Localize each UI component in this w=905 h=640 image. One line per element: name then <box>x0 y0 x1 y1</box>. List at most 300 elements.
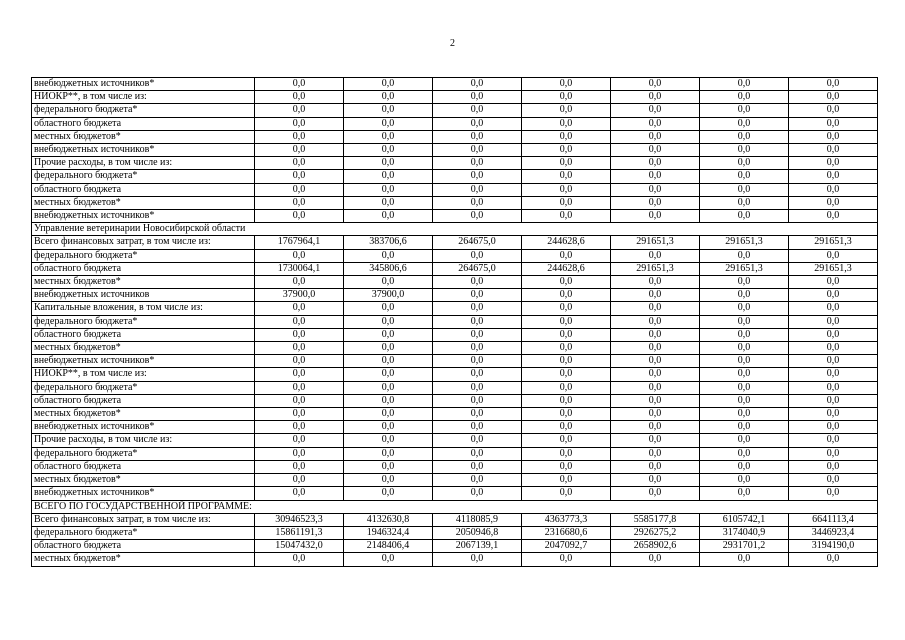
value-cell: 0,0 <box>789 434 878 447</box>
row-label: федерального бюджета* <box>32 170 255 183</box>
value-cell: 4363773,3 <box>522 513 611 526</box>
value-cell: 0,0 <box>611 302 700 315</box>
row-label: федерального бюджета* <box>32 447 255 460</box>
value-cell: 5585177,8 <box>611 513 700 526</box>
value-cell: 0,0 <box>255 130 344 143</box>
row-label: местных бюджетов* <box>32 342 255 355</box>
value-cell: 0,0 <box>433 447 522 460</box>
value-cell: 0,0 <box>611 249 700 262</box>
value-cell: 0,0 <box>700 434 789 447</box>
value-cell: 291651,3 <box>611 262 700 275</box>
value-cell: 0,0 <box>255 157 344 170</box>
value-cell: 0,0 <box>700 302 789 315</box>
table-row <box>32 487 878 500</box>
value-cell: 0,0 <box>255 342 344 355</box>
value-cell: 0,0 <box>700 144 789 157</box>
value-cell: 345806,6 <box>344 262 433 275</box>
table-row <box>32 408 878 421</box>
value-cell: 0,0 <box>433 368 522 381</box>
row-label: Прочие расходы, в том числе из: <box>32 157 255 170</box>
value-cell: 0,0 <box>255 315 344 328</box>
value-cell: 6105742,1 <box>700 513 789 526</box>
section-row <box>32 223 878 236</box>
value-cell: 0,0 <box>255 276 344 289</box>
value-cell: 0,0 <box>789 368 878 381</box>
value-cell: 0,0 <box>522 447 611 460</box>
value-cell: 0,0 <box>522 421 611 434</box>
row-label: внебюджетных источников* <box>32 210 255 223</box>
value-cell: 0,0 <box>255 249 344 262</box>
value-cell: 0,0 <box>522 381 611 394</box>
row-label: Всего финансовых затрат, в том числе из: <box>32 513 255 526</box>
table-row <box>32 104 878 117</box>
value-cell: 0,0 <box>611 342 700 355</box>
value-cell: 3194190,0 <box>789 540 878 553</box>
value-cell: 37900,0 <box>344 289 433 302</box>
row-label: Прочие расходы, в том числе из: <box>32 434 255 447</box>
value-cell: 0,0 <box>433 342 522 355</box>
value-cell: 0,0 <box>255 487 344 500</box>
value-cell: 0,0 <box>700 474 789 487</box>
row-label: внебюджетных источников* <box>32 78 255 91</box>
value-cell: 0,0 <box>700 183 789 196</box>
value-cell: 0,0 <box>344 91 433 104</box>
value-cell: 0,0 <box>700 408 789 421</box>
row-label: федерального бюджета* <box>32 104 255 117</box>
value-cell: 0,0 <box>344 130 433 143</box>
financing-table-body <box>32 78 878 567</box>
value-cell: 0,0 <box>255 421 344 434</box>
value-cell: 0,0 <box>433 104 522 117</box>
value-cell: 0,0 <box>255 394 344 407</box>
value-cell: 1946324,4 <box>344 526 433 539</box>
value-cell: 0,0 <box>611 196 700 209</box>
value-cell: 0,0 <box>255 328 344 341</box>
value-cell: 0,0 <box>700 355 789 368</box>
value-cell: 0,0 <box>344 78 433 91</box>
value-cell: 0,0 <box>255 368 344 381</box>
value-cell: 0,0 <box>700 170 789 183</box>
row-label: местных бюджетов* <box>32 474 255 487</box>
row-label: Всего финансовых затрат, в том числе из: <box>32 236 255 249</box>
value-cell: 0,0 <box>611 210 700 223</box>
table-row <box>32 236 878 249</box>
value-cell: 0,0 <box>522 91 611 104</box>
value-cell: 0,0 <box>433 421 522 434</box>
value-cell: 0,0 <box>522 117 611 130</box>
value-cell: 0,0 <box>611 144 700 157</box>
value-cell: 0,0 <box>789 302 878 315</box>
value-cell: 0,0 <box>522 289 611 302</box>
value-cell: 0,0 <box>522 210 611 223</box>
value-cell: 2931701,2 <box>700 540 789 553</box>
value-cell: 0,0 <box>255 210 344 223</box>
table-row <box>32 421 878 434</box>
value-cell: 0,0 <box>255 474 344 487</box>
value-cell: 0,0 <box>522 130 611 143</box>
table-row <box>32 262 878 275</box>
row-label: НИОКР**, в том числе из: <box>32 91 255 104</box>
value-cell: 0,0 <box>344 434 433 447</box>
value-cell: 291651,3 <box>789 262 878 275</box>
value-cell: 0,0 <box>789 394 878 407</box>
table-row <box>32 540 878 553</box>
table-row <box>32 381 878 394</box>
value-cell: 0,0 <box>344 447 433 460</box>
value-cell: 2926275,2 <box>611 526 700 539</box>
value-cell: 0,0 <box>700 91 789 104</box>
value-cell: 0,0 <box>255 91 344 104</box>
value-cell: 0,0 <box>522 196 611 209</box>
value-cell: 0,0 <box>433 381 522 394</box>
value-cell: 0,0 <box>433 130 522 143</box>
value-cell: 0,0 <box>700 78 789 91</box>
value-cell: 264675,0 <box>433 262 522 275</box>
value-cell: 0,0 <box>522 394 611 407</box>
value-cell: 0,0 <box>700 394 789 407</box>
value-cell: 1767964,1 <box>255 236 344 249</box>
value-cell: 0,0 <box>700 328 789 341</box>
value-cell: 30946523,3 <box>255 513 344 526</box>
table-row <box>32 368 878 381</box>
value-cell: 0,0 <box>255 447 344 460</box>
value-cell: 0,0 <box>255 78 344 91</box>
value-cell: 0,0 <box>522 78 611 91</box>
value-cell: 0,0 <box>522 368 611 381</box>
table-row <box>32 144 878 157</box>
value-cell: 0,0 <box>789 408 878 421</box>
row-label: федерального бюджета* <box>32 526 255 539</box>
value-cell: 0,0 <box>789 117 878 130</box>
value-cell: 0,0 <box>700 157 789 170</box>
value-cell: 0,0 <box>611 183 700 196</box>
value-cell: 0,0 <box>611 394 700 407</box>
value-cell: 0,0 <box>700 421 789 434</box>
value-cell: 0,0 <box>344 302 433 315</box>
row-label: местных бюджетов* <box>32 408 255 421</box>
row-label: местных бюджетов* <box>32 276 255 289</box>
row-label: внебюджетных источников* <box>32 144 255 157</box>
row-label: Капитальные вложения, в том числе из: <box>32 302 255 315</box>
value-cell: 3174040,9 <box>700 526 789 539</box>
value-cell: 0,0 <box>789 421 878 434</box>
row-label: местных бюджетов* <box>32 196 255 209</box>
value-cell: 0,0 <box>611 276 700 289</box>
value-cell: 0,0 <box>433 289 522 302</box>
row-label: местных бюджетов* <box>32 553 255 566</box>
row-label: областного бюджета <box>32 262 255 275</box>
value-cell: 0,0 <box>522 474 611 487</box>
table-row <box>32 447 878 460</box>
value-cell: 0,0 <box>344 157 433 170</box>
table-row <box>32 276 878 289</box>
value-cell: 0,0 <box>344 368 433 381</box>
value-cell: 0,0 <box>255 553 344 566</box>
table-row <box>32 157 878 170</box>
table-row <box>32 434 878 447</box>
value-cell: 0,0 <box>611 474 700 487</box>
value-cell: 0,0 <box>344 553 433 566</box>
value-cell: 0,0 <box>433 315 522 328</box>
value-cell: 0,0 <box>789 276 878 289</box>
value-cell: 0,0 <box>611 447 700 460</box>
value-cell: 0,0 <box>789 104 878 117</box>
table-row <box>32 78 878 91</box>
value-cell: 0,0 <box>433 474 522 487</box>
value-cell: 0,0 <box>789 130 878 143</box>
table-row <box>32 513 878 526</box>
value-cell: 264675,0 <box>433 236 522 249</box>
row-label: областного бюджета <box>32 394 255 407</box>
table-row <box>32 474 878 487</box>
value-cell: 0,0 <box>522 553 611 566</box>
row-label: внебюджетных источников* <box>32 355 255 368</box>
value-cell: 0,0 <box>789 196 878 209</box>
value-cell: 0,0 <box>611 91 700 104</box>
table-row <box>32 342 878 355</box>
value-cell: 0,0 <box>522 144 611 157</box>
value-cell: 0,0 <box>522 276 611 289</box>
value-cell: 0,0 <box>433 276 522 289</box>
value-cell: 0,0 <box>700 249 789 262</box>
section-title: ВСЕГО ПО ГОСУДАРСТВЕННОЙ ПРОГРАММЕ: <box>32 500 878 513</box>
value-cell: 0,0 <box>344 183 433 196</box>
value-cell: 0,0 <box>344 315 433 328</box>
row-label: областного бюджета <box>32 540 255 553</box>
table-row <box>32 460 878 473</box>
table-row <box>32 170 878 183</box>
table-row <box>32 183 878 196</box>
value-cell: 0,0 <box>522 104 611 117</box>
table-row <box>32 553 878 566</box>
section-title: Управление ветеринарии Новосибирской области <box>32 223 878 236</box>
row-label: федерального бюджета* <box>32 381 255 394</box>
value-cell: 0,0 <box>433 183 522 196</box>
table-row <box>32 355 878 368</box>
value-cell: 0,0 <box>255 183 344 196</box>
value-cell: 0,0 <box>611 487 700 500</box>
row-label: внебюджетных источников* <box>32 421 255 434</box>
value-cell: 0,0 <box>700 342 789 355</box>
value-cell: 0,0 <box>700 276 789 289</box>
value-cell: 0,0 <box>433 487 522 500</box>
value-cell: 0,0 <box>433 434 522 447</box>
row-label: областного бюджета <box>32 328 255 341</box>
value-cell: 0,0 <box>255 381 344 394</box>
value-cell: 0,0 <box>789 91 878 104</box>
value-cell: 4118085,9 <box>433 513 522 526</box>
table-row <box>32 117 878 130</box>
value-cell: 0,0 <box>789 342 878 355</box>
value-cell: 0,0 <box>522 342 611 355</box>
value-cell: 15047432,0 <box>255 540 344 553</box>
value-cell: 15861191,3 <box>255 526 344 539</box>
value-cell: 1730064,1 <box>255 262 344 275</box>
value-cell: 0,0 <box>522 249 611 262</box>
value-cell: 0,0 <box>611 104 700 117</box>
value-cell: 0,0 <box>611 460 700 473</box>
value-cell: 0,0 <box>344 460 433 473</box>
value-cell: 0,0 <box>522 408 611 421</box>
value-cell: 0,0 <box>700 447 789 460</box>
value-cell: 0,0 <box>344 421 433 434</box>
value-cell: 0,0 <box>789 210 878 223</box>
value-cell: 0,0 <box>611 170 700 183</box>
value-cell: 0,0 <box>611 130 700 143</box>
value-cell: 0,0 <box>255 434 344 447</box>
value-cell: 0,0 <box>344 394 433 407</box>
value-cell: 0,0 <box>789 328 878 341</box>
value-cell: 0,0 <box>255 302 344 315</box>
value-cell: 0,0 <box>433 302 522 315</box>
value-cell: 0,0 <box>789 157 878 170</box>
page-number: 2 <box>450 38 455 49</box>
value-cell: 0,0 <box>522 460 611 473</box>
value-cell: 0,0 <box>611 381 700 394</box>
value-cell: 0,0 <box>522 302 611 315</box>
value-cell: 0,0 <box>611 368 700 381</box>
value-cell: 0,0 <box>611 434 700 447</box>
value-cell: 3446923,4 <box>789 526 878 539</box>
value-cell: 0,0 <box>344 408 433 421</box>
value-cell: 0,0 <box>255 460 344 473</box>
value-cell: 0,0 <box>522 328 611 341</box>
table-row <box>32 196 878 209</box>
value-cell: 0,0 <box>700 553 789 566</box>
value-cell: 0,0 <box>611 117 700 130</box>
value-cell: 0,0 <box>433 394 522 407</box>
value-cell: 244628,6 <box>522 262 611 275</box>
table-row <box>32 315 878 328</box>
table-row <box>32 249 878 262</box>
value-cell: 0,0 <box>611 289 700 302</box>
value-cell: 244628,6 <box>522 236 611 249</box>
value-cell: 0,0 <box>789 78 878 91</box>
value-cell: 0,0 <box>344 276 433 289</box>
value-cell: 0,0 <box>433 460 522 473</box>
value-cell: 2148406,4 <box>344 540 433 553</box>
value-cell: 0,0 <box>789 144 878 157</box>
value-cell: 6641113,4 <box>789 513 878 526</box>
row-label: местных бюджетов* <box>32 130 255 143</box>
value-cell: 0,0 <box>700 210 789 223</box>
value-cell: 0,0 <box>344 144 433 157</box>
row-label: внебюджетных источников* <box>32 487 255 500</box>
value-cell: 0,0 <box>433 328 522 341</box>
value-cell: 0,0 <box>344 117 433 130</box>
value-cell: 0,0 <box>611 157 700 170</box>
value-cell: 0,0 <box>344 249 433 262</box>
value-cell: 0,0 <box>700 130 789 143</box>
section-row <box>32 500 878 513</box>
value-cell: 0,0 <box>700 104 789 117</box>
value-cell: 0,0 <box>255 355 344 368</box>
value-cell: 0,0 <box>700 487 789 500</box>
value-cell: 0,0 <box>789 447 878 460</box>
value-cell: 0,0 <box>611 355 700 368</box>
value-cell: 0,0 <box>522 315 611 328</box>
value-cell: 0,0 <box>789 474 878 487</box>
value-cell: 0,0 <box>522 170 611 183</box>
value-cell: 0,0 <box>433 78 522 91</box>
value-cell: 0,0 <box>255 117 344 130</box>
value-cell: 0,0 <box>255 104 344 117</box>
row-label: федерального бюджета* <box>32 315 255 328</box>
value-cell: 0,0 <box>433 408 522 421</box>
value-cell: 0,0 <box>789 249 878 262</box>
row-label: внебюджетных источников <box>32 289 255 302</box>
value-cell: 0,0 <box>433 117 522 130</box>
value-cell: 0,0 <box>344 487 433 500</box>
value-cell: 0,0 <box>789 183 878 196</box>
table-row <box>32 302 878 315</box>
value-cell: 0,0 <box>522 355 611 368</box>
value-cell: 0,0 <box>789 487 878 500</box>
value-cell: 0,0 <box>522 183 611 196</box>
value-cell: 0,0 <box>789 315 878 328</box>
value-cell: 0,0 <box>433 91 522 104</box>
value-cell: 2047092,7 <box>522 540 611 553</box>
value-cell: 0,0 <box>255 144 344 157</box>
value-cell: 0,0 <box>255 170 344 183</box>
value-cell: 0,0 <box>433 210 522 223</box>
value-cell: 0,0 <box>522 157 611 170</box>
value-cell: 0,0 <box>522 434 611 447</box>
value-cell: 291651,3 <box>700 262 789 275</box>
table-row <box>32 210 878 223</box>
value-cell: 0,0 <box>344 170 433 183</box>
value-cell: 0,0 <box>611 328 700 341</box>
value-cell: 0,0 <box>789 553 878 566</box>
value-cell: 0,0 <box>700 289 789 302</box>
value-cell: 383706,6 <box>344 236 433 249</box>
value-cell: 291651,3 <box>789 236 878 249</box>
value-cell: 2658902,6 <box>611 540 700 553</box>
value-cell: 0,0 <box>700 381 789 394</box>
value-cell: 0,0 <box>700 460 789 473</box>
row-label: областного бюджета <box>32 460 255 473</box>
value-cell: 0,0 <box>344 196 433 209</box>
value-cell: 0,0 <box>433 355 522 368</box>
value-cell: 0,0 <box>522 487 611 500</box>
value-cell: 2067139,1 <box>433 540 522 553</box>
value-cell: 0,0 <box>433 196 522 209</box>
value-cell: 0,0 <box>789 289 878 302</box>
value-cell: 0,0 <box>344 342 433 355</box>
value-cell: 0,0 <box>611 421 700 434</box>
value-cell: 0,0 <box>344 210 433 223</box>
value-cell: 37900,0 <box>255 289 344 302</box>
row-label: федерального бюджета* <box>32 249 255 262</box>
value-cell: 291651,3 <box>611 236 700 249</box>
value-cell: 2316680,6 <box>522 526 611 539</box>
value-cell: 0,0 <box>611 408 700 421</box>
value-cell: 0,0 <box>700 368 789 381</box>
value-cell: 0,0 <box>700 315 789 328</box>
value-cell: 0,0 <box>255 408 344 421</box>
value-cell: 0,0 <box>611 315 700 328</box>
table-row <box>32 289 878 302</box>
value-cell: 0,0 <box>700 196 789 209</box>
value-cell: 0,0 <box>255 196 344 209</box>
row-label: областного бюджета <box>32 183 255 196</box>
row-label: НИОКР**, в том числе из: <box>32 368 255 381</box>
table-row <box>32 91 878 104</box>
value-cell: 0,0 <box>611 78 700 91</box>
value-cell: 0,0 <box>344 328 433 341</box>
value-cell: 0,0 <box>433 170 522 183</box>
value-cell: 0,0 <box>611 553 700 566</box>
